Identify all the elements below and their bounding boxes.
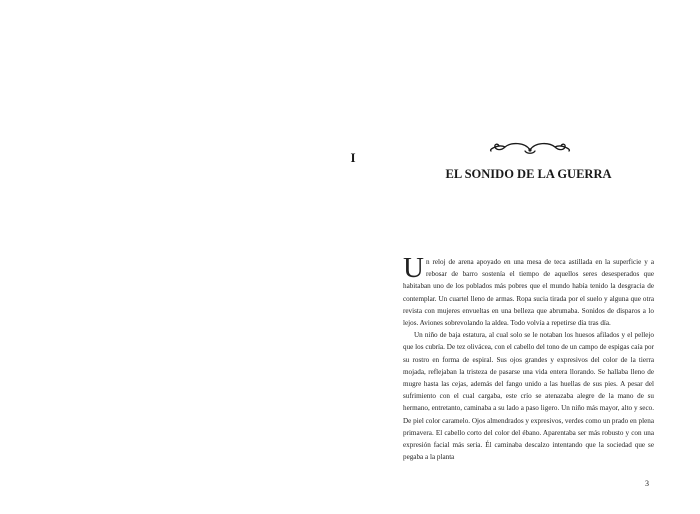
chapter-body — [403, 252, 654, 463]
chapter-number: I — [350, 150, 356, 165]
page-number: 3 — [645, 479, 649, 488]
paragraph-2: Un niño de baja estatura, al cual solo se le notaban los huesos afilados y el pellejo que los cubría. De tez oliváceа, con el cabello del tono de un campo de espigas caía por su rostro en forma de espiral. Sus ojos grandes y expresivos del color de la tierra mojada, reflejaban la tristeza de pasarse una vida entera llorando. Se hallaba lleno de mugre hasta las cejas, además del fango unido a las huellas de sus pies. A pesar del sufrimiento con el cual cargaba, este crío se atenazaba alegre de la mano de su hermano, entretanto, caminaba a su lado a paso ligero. Un niño más mayor, alto y seco. De piel color caramelo. Ojos almendrados y expresivos, verdes como un prado en plena primavera. El cabello corto del color del ébano. Aparentaba ser más robusto y con una expresión facial más seria. Él caminaba descalzo intentando que la sociedad que se pegaba a la planta — [403, 331, 654, 462]
paragraph-1: Un reloj de arena apoyado en una mesa de teca astillada en la superficie y a rebosar de barro sostenía el tiempo de aquellos seres desesperados que habitaban uno de los poblados más pobres que el mundo había tenido la desgracia de contemplar. Un cuartel lleno de armas. Ropa sucia tirada por el suelo y alguna que otra revista con mujeres envueltas en una belleza que abrumaba. Sonidos de disparos a lo lejos. Aviones sobrevolando la aldea. Todo volvía a repetirse día tras día. — [403, 252, 654, 328]
chapter-title: EL SONIDO DE LA GUERRA — [445, 167, 612, 181]
drop-cap: U — [403, 252, 424, 284]
